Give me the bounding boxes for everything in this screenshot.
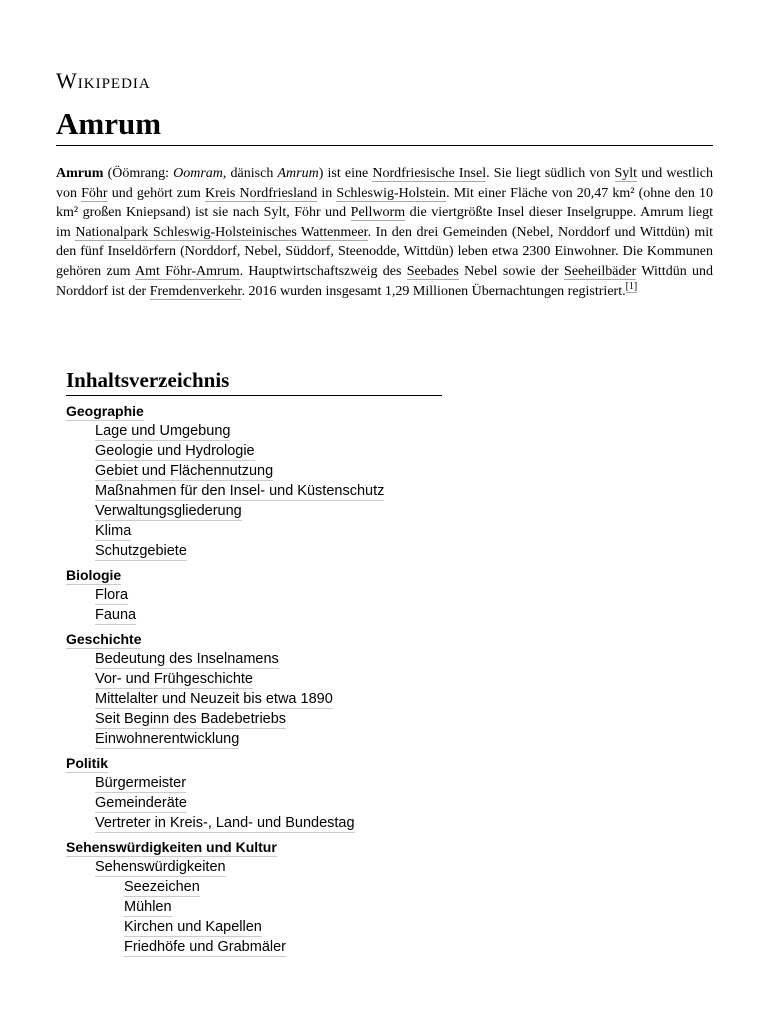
link-nationalpark[interactable]: Nationalpark Schleswig-Holsteinisches Wattenmeer (75, 224, 368, 240)
toc-item-link[interactable]: Vor- und Frühgeschichte (95, 671, 253, 687)
toc-subitem (66, 917, 486, 937)
intro-text: . Sie liegt südlich von (486, 166, 615, 181)
toc-item (66, 709, 486, 729)
toc-item-link[interactable]: Sehenswürdigkeiten (95, 859, 226, 875)
intro-bold-term: Amrum (56, 166, 104, 181)
reference-link[interactable]: [1] (625, 280, 638, 292)
toc-item (66, 501, 486, 521)
intro-text: . Mit einer Fläche von 20,47 km² (ohne den 10 km² großen Kniepsand) ist sie nach Sylt, Föhr und (56, 185, 714, 221)
toc-item (66, 857, 486, 877)
toc-item (66, 421, 486, 441)
toc-item (66, 585, 486, 605)
toc-item-link[interactable]: Seit Beginn des Badebetriebs (95, 711, 287, 727)
link-seeheilbaeder[interactable]: Seeheilbäder (564, 263, 637, 279)
intro-text: . 2016 wurden insgesamt 1,29 Millionen Übernachtungen registriert. (241, 283, 626, 299)
toc-section (66, 838, 486, 857)
toc-item (66, 481, 486, 501)
toc-item-link[interactable]: Gebiet und Flächennutzung (95, 463, 274, 479)
link-nordfriesische-insel[interactable]: Nordfriesische Insel (372, 166, 487, 181)
toc-item-link[interactable]: Einwohnerentwicklung (95, 731, 240, 747)
toc-item-link[interactable]: Maßnahmen für den Insel- und Küstenschutz (95, 483, 385, 499)
toc-section (66, 754, 486, 773)
toc-item (66, 461, 486, 481)
toc-item (66, 541, 486, 561)
intro-text: die viertgrößte Insel dieser Inselgruppe. Amrum liegt im (56, 205, 713, 240)
toc-item-link[interactable]: Vertreter in Kreis-, Land- und Bundestag (95, 815, 355, 831)
intro-italic: Amrum (277, 166, 319, 181)
toc-item-link[interactable]: Klima (95, 523, 132, 539)
toc-subitem-link[interactable]: Kirchen und Kapellen (124, 919, 262, 935)
intro-text: . In den drei Gemeinden (Nebel, Norddorf und Wittdün) mit den fünf Inseldörfern (Norddorf, Nebel, Süddorf, Steenodde, Wittdün) leben etwa 2300 Einwohner. Die Kommunen gehören zum (56, 224, 713, 279)
toc-list (66, 402, 486, 957)
intro-text: Nebel sowie der (458, 263, 565, 279)
toc-item (66, 649, 486, 669)
toc-item-link[interactable]: Bedeutung des Inselnamens (95, 651, 279, 667)
toc-subitem (66, 877, 486, 897)
link-schleswig-holstein[interactable]: Schleswig-Holstein (336, 185, 447, 201)
link-pellworm[interactable]: Pellworm (350, 205, 406, 221)
toc-item (66, 669, 486, 689)
intro-text: , dänisch (222, 166, 278, 181)
toc-item-link[interactable]: Lage und Umgebung (95, 423, 231, 439)
link-sylt[interactable]: Sylt (614, 166, 638, 181)
toc-title: Inhaltsverzeichnis (66, 366, 442, 396)
link-seebad[interactable]: Seebades (406, 263, 459, 279)
toc-subitem (66, 937, 486, 957)
toc-section (66, 402, 486, 421)
toc-item (66, 813, 486, 833)
toc-item-link[interactable]: Schutzgebiete (95, 543, 187, 559)
toc-subitem (66, 897, 486, 917)
toc-section (66, 566, 486, 585)
toc-item (66, 793, 486, 813)
toc-section (66, 630, 486, 649)
toc-item-link[interactable]: Geologie und Hydrologie (95, 443, 255, 459)
intro-text: (Öömrang: (103, 166, 174, 181)
toc-section-link[interactable]: Geschichte (66, 631, 142, 647)
page-title: Amrum (56, 104, 713, 146)
intro-text: in (317, 185, 337, 201)
intro-text: und gehört zum (107, 185, 206, 201)
wikipedia-wordmark: Wikipedia (56, 68, 151, 93)
intro-text: Wittdün und Norddorf ist der (56, 263, 714, 299)
toc-section-link[interactable]: Geographie (66, 403, 144, 419)
toc-item (66, 729, 486, 749)
intro-text: . Hauptwirtschaftszweig des (239, 263, 407, 279)
link-fremdenverkehr[interactable]: Fremdenverkehr (149, 283, 242, 299)
toc-item-link[interactable]: Fauna (95, 607, 137, 623)
toc-item (66, 441, 486, 461)
toc-item (66, 521, 486, 541)
toc-item (66, 689, 486, 709)
toc-section-link[interactable]: Biologie (66, 567, 122, 583)
intro-text: und westlich von (56, 166, 714, 201)
link-kreis-nordfriesland[interactable]: Kreis Nordfriesland (205, 185, 318, 201)
intro-text: ) ist eine (318, 166, 373, 181)
toc-subitem-link[interactable]: Seezeichen (124, 879, 200, 895)
toc-item (66, 605, 486, 625)
intro-paragraph (56, 164, 713, 301)
toc-section-link[interactable]: Politik (66, 755, 109, 771)
link-amt-foehr-amrum[interactable]: Amt Föhr-Amrum (135, 263, 240, 279)
toc-item-link[interactable]: Mittelalter und Neuzeit bis etwa 1890 (95, 691, 333, 707)
toc-item (66, 773, 486, 793)
toc-subitem-link[interactable]: Friedhöfe und Grabmäler (124, 939, 286, 955)
toc-subitem-link[interactable]: Mühlen (124, 899, 172, 915)
toc-item-link[interactable]: Bürgermeister (95, 775, 187, 791)
toc-item-link[interactable]: Verwaltungsgliederung (95, 503, 242, 519)
reference-marker (626, 281, 638, 293)
table-of-contents (66, 366, 486, 957)
link-foehr[interactable]: Föhr (81, 185, 108, 201)
toc-item-link[interactable]: Gemeinderäte (95, 795, 187, 811)
toc-item-link[interactable]: Flora (95, 587, 129, 603)
toc-section-link[interactable]: Sehenswürdigkeiten und Kultur (66, 839, 277, 855)
intro-italic: Oomram (173, 166, 223, 181)
